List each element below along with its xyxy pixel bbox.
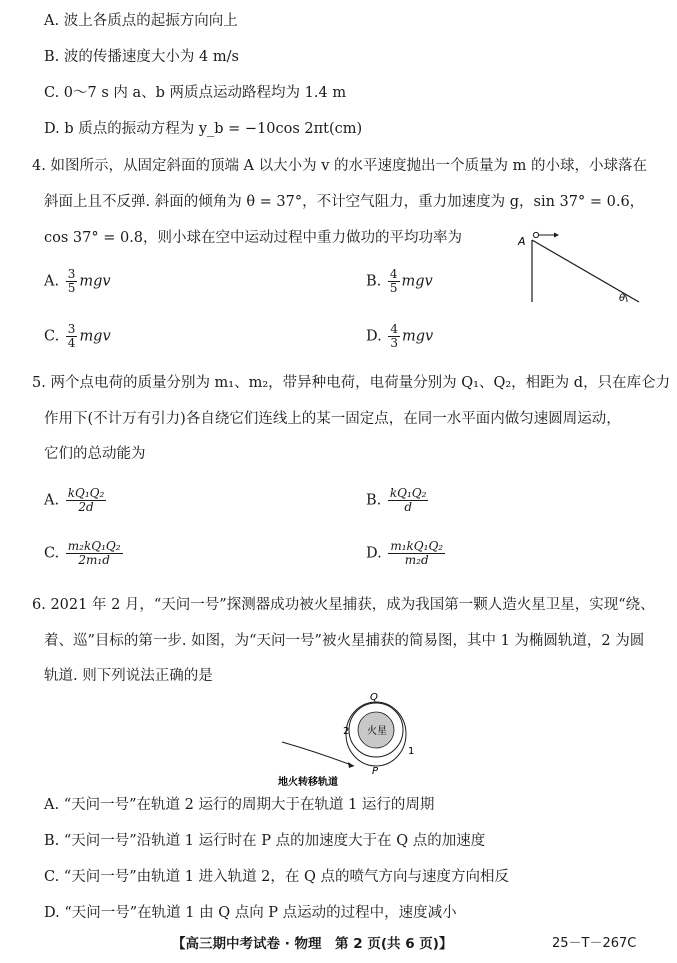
option-label: C. (44, 328, 60, 345)
q6-stem-line1: 6. 2021 年 2 月，“天问一号”探测器成功被火星捕获，成为我国第一颗人造火星卫星，实现“绕、 (32, 597, 655, 613)
label-q: Q (370, 692, 378, 703)
option-label: A. (44, 492, 60, 509)
label-theta: θ (619, 293, 626, 304)
fraction (388, 323, 400, 350)
q3-option-c: C. 0～7 s 内 a、b 两质点运动路程均为 1.4 m (44, 85, 347, 101)
option-label: B. (366, 273, 382, 290)
transfer-arrowhead (348, 762, 354, 768)
fraction (388, 268, 400, 295)
footer-title: 【高三期中考试卷 · 物理 第 2 页(共 6 页)】 (172, 936, 453, 952)
angle-arc (625, 295, 627, 302)
denominator: m₂d (404, 553, 429, 567)
denominator: 2d (78, 500, 94, 514)
q4-option-b (366, 268, 433, 295)
q5-option-a (44, 487, 108, 514)
q4-stem-line2: 斜面上且不反弹. 斜面的倾角为 θ = 37°，不计空气阻力，重力加速度为 g，sin 37° = 0.6， (44, 194, 645, 210)
option-label: A. (44, 273, 60, 290)
velocity-arrowhead (554, 233, 559, 238)
numerator: kQ₁Q₂ (67, 486, 105, 500)
q6-option-a: A. “天问一号”在轨道 2 运行的周期大于在轨道 1 运行的周期 (44, 797, 435, 813)
q6-option-b: B. “天问一号”沿轨道 1 运行时在 P 点的加速度大于在 Q 点的加速度 (44, 833, 486, 849)
q4-stem-line1: 4. 如图所示，从固定斜面的顶端 A 以大小为 v 的水平速度抛出一个质量为 m 的小球，小球落在 (32, 158, 648, 174)
fraction (388, 540, 445, 567)
q4-stem-line3: cos 37° = 0.8，则小球在空中运动过程中重力做功的平均功率为 (44, 230, 463, 246)
ball (533, 232, 538, 237)
denominator: 4 (67, 336, 76, 350)
numerator: 3 (67, 267, 76, 281)
numerator: 4 (389, 267, 398, 281)
denominator: 5 (389, 281, 398, 295)
numerator: kQ₁Q₂ (389, 486, 427, 500)
q6-option-d: D. “天问一号”在轨道 1 由 Q 点向 P 点运动的过程中，速度减小 (44, 905, 457, 921)
q4-option-c (44, 323, 111, 350)
option-label: D. (366, 545, 382, 562)
option-tail: mgv (401, 328, 434, 345)
q6-option-c: C. “天问一号”由轨道 1 进入轨道 2，在 Q 点的喷气方向与速度方向相反 (44, 869, 510, 885)
q6-mars-orbit-figure (272, 690, 422, 790)
transfer-orbit (282, 742, 354, 766)
label-orbit-1: 1 (408, 746, 415, 757)
label-transfer-orbit: 地火转移轨道 (278, 777, 338, 788)
denominator: d (404, 500, 412, 514)
numerator: m₁kQ₁Q₂ (390, 539, 444, 553)
numerator: m₂kQ₁Q₂ (67, 539, 121, 553)
q5-stem-line2: 作用下(不计万有引力)各自绕它们连线上的某一固定点，在同一水平面内做匀速圆周运动， (44, 411, 621, 427)
denominator: 5 (67, 281, 76, 295)
q5-option-d (366, 540, 447, 567)
q3-option-a: A. 波上各质点的起振方向向上 (44, 13, 238, 29)
q5-stem-line1: 5. 两个点电荷的质量分别为 m₁、m₂，带异种电荷，电荷量分别为 Q₁、Q₂，相距为 d，只在库仑力 (32, 375, 671, 391)
q5-option-b (366, 487, 430, 514)
option-tail: mgv (401, 273, 433, 290)
q6-stem-line2: 着、巡”目标的第一步. 如图，为“天问一号”被火星捕获的简易图，其中 1 为椭圆轨道，2 为圆 (44, 633, 645, 649)
denominator: 3 (390, 336, 398, 350)
label-a: A (518, 235, 526, 248)
q6-stem-line3: 轨道. 则下列说法正确的是 (44, 668, 213, 684)
q4-option-d (366, 323, 433, 350)
label-p: P (372, 766, 379, 777)
label-orbit-2: 2 (343, 726, 350, 737)
q3-option-b: B. 波的传播速度大小为 4 m/s (44, 49, 239, 65)
option-label: B. (366, 492, 382, 509)
denominator: 2m₁d (78, 553, 110, 567)
fraction (66, 487, 107, 514)
numerator: 3 (67, 322, 76, 336)
fraction (66, 540, 123, 567)
q5-stem-line3: 它们的总动能为 (44, 446, 146, 462)
option-tail: mgv (79, 273, 111, 290)
q4-incline-figure (514, 226, 644, 306)
numerator: 4 (390, 322, 398, 336)
q5-option-c (44, 540, 125, 567)
label-mars: 火星 (367, 726, 387, 737)
q4-option-a (44, 268, 111, 295)
fraction (66, 268, 78, 295)
footer-code: 25－T－267C (552, 936, 637, 951)
option-label: D. (366, 328, 382, 345)
option-tail: mgv (79, 328, 111, 345)
fraction (66, 323, 78, 350)
option-label: C. (44, 545, 60, 562)
q3-option-d: D. b 质点的振动方程为 y_b = −10cos 2πt(cm) (44, 121, 363, 137)
fraction (388, 487, 429, 514)
